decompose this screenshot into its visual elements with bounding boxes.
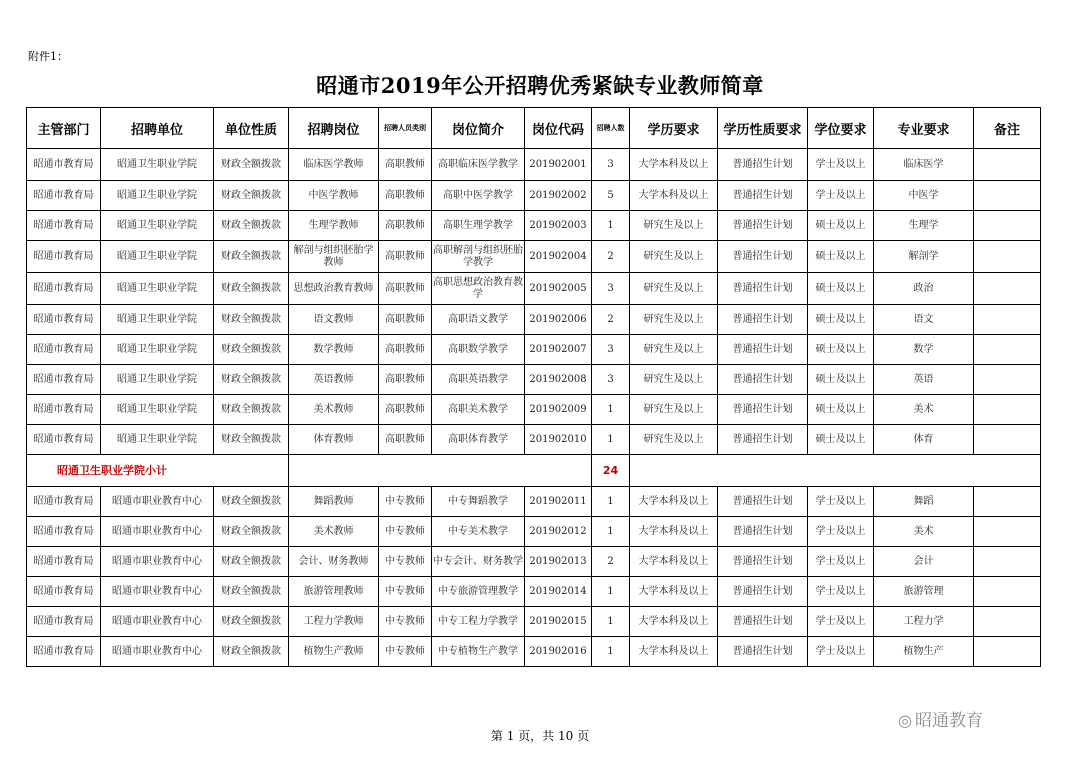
attachment-label: 附件1：	[28, 50, 68, 63]
table-row	[27, 517, 1041, 547]
table-cell: 大学本科及以上	[630, 517, 718, 547]
table-cell: 中专教师	[379, 547, 432, 577]
table-cell: 美术教师	[289, 395, 379, 425]
table-cell: 研究生及以上	[630, 211, 718, 241]
table-cell: 中专美术教学	[432, 517, 525, 547]
table-body	[27, 149, 1041, 667]
table-cell: 昭通市教育局	[27, 395, 101, 425]
table-cell: 昭通卫生职业学院	[101, 181, 214, 211]
table-cell: 会计、财务教师	[289, 547, 379, 577]
page-footer: 第 1 页，共 10 页	[490, 729, 590, 743]
table-cell: 昭通卫生职业学院	[101, 273, 214, 305]
table-cell: 昭通市职业教育中心	[101, 487, 214, 517]
table-cell: 体育	[874, 425, 974, 455]
table-cell: 201902016	[525, 637, 592, 667]
table-cell: 工程力学教师	[289, 607, 379, 637]
table-cell: 植物生产教师	[289, 637, 379, 667]
table-cell: 201902013	[525, 547, 592, 577]
subtotal-value: 24	[592, 455, 630, 487]
table-cell: 昭通市教育局	[27, 577, 101, 607]
table-cell: 普通招生计划	[718, 607, 808, 637]
table-cell: 大学本科及以上	[630, 149, 718, 181]
table-cell: 昭通卫生职业学院	[101, 305, 214, 335]
table-cell: 解剖与组织胚胎学教师	[289, 241, 379, 273]
table-cell: 财政全额拨款	[214, 395, 289, 425]
table-cell: 5	[592, 181, 630, 211]
col-header: 招聘人员类别	[379, 108, 432, 149]
table-cell: 201902001	[525, 149, 592, 181]
table-cell: 中专教师	[379, 607, 432, 637]
table-cell: 昭通市职业教育中心	[101, 637, 214, 667]
table-cell: 昭通市教育局	[27, 607, 101, 637]
table-cell: 旅游管理教师	[289, 577, 379, 607]
table-cell: 1	[592, 487, 630, 517]
table-cell: 昭通卫生职业学院	[101, 211, 214, 241]
table-cell: 高职中医学教学	[432, 181, 525, 211]
table-cell: 舞蹈教师	[289, 487, 379, 517]
table-cell: 1	[592, 517, 630, 547]
col-header: 学位要求	[808, 108, 874, 149]
table-cell: 201902007	[525, 335, 592, 365]
table-cell: 3	[592, 365, 630, 395]
table-cell: 高职数学教学	[432, 335, 525, 365]
table-cell: 研究生及以上	[630, 273, 718, 305]
table-cell: 201902014	[525, 577, 592, 607]
table-cell	[974, 517, 1041, 547]
table-cell: 学士及以上	[808, 181, 874, 211]
table-cell: 高职美术教学	[432, 395, 525, 425]
table-cell: 昭通市教育局	[27, 211, 101, 241]
table-cell: 普通招生计划	[718, 365, 808, 395]
table-cell: 大学本科及以上	[630, 607, 718, 637]
table-cell: 大学本科及以上	[630, 577, 718, 607]
col-header: 专业要求	[874, 108, 974, 149]
table-cell	[974, 335, 1041, 365]
table-cell: 会计	[874, 547, 974, 577]
table-cell: 昭通市教育局	[27, 425, 101, 455]
table-cell: 1	[592, 425, 630, 455]
watermark-text: 昭通教育	[914, 711, 983, 731]
table-cell: 普通招生计划	[718, 181, 808, 211]
table-cell: 高职解剖与组织胚胎学教学	[432, 241, 525, 273]
table-cell: 普通招生计划	[718, 577, 808, 607]
table-cell: 普通招生计划	[718, 149, 808, 181]
table-cell	[974, 395, 1041, 425]
table-cell: 学士及以上	[808, 149, 874, 181]
table-cell: 财政全额拨款	[214, 607, 289, 637]
table-row	[27, 365, 1041, 395]
table-cell: 昭通市教育局	[27, 365, 101, 395]
table-cell: 学士及以上	[808, 547, 874, 577]
table-cell: 财政全额拨款	[214, 305, 289, 335]
table-cell: 数学	[874, 335, 974, 365]
table-cell: 学士及以上	[808, 607, 874, 637]
table-cell: 昭通卫生职业学院	[101, 335, 214, 365]
table-cell: 201902006	[525, 305, 592, 335]
table-cell: 高职语文教学	[432, 305, 525, 335]
table-cell: 语文教师	[289, 305, 379, 335]
table-cell	[974, 547, 1041, 577]
col-header: 招聘人数	[592, 108, 630, 149]
table-cell: 1	[592, 395, 630, 425]
table-cell: 中专教师	[379, 637, 432, 667]
table-cell: 数学教师	[289, 335, 379, 365]
table-cell: 财政全额拨款	[214, 487, 289, 517]
table-cell: 昭通市教育局	[27, 637, 101, 667]
table-cell: 普通招生计划	[718, 395, 808, 425]
table-cell: 财政全额拨款	[214, 547, 289, 577]
table-cell	[974, 181, 1041, 211]
table-cell: 学士及以上	[808, 487, 874, 517]
table-cell	[974, 607, 1041, 637]
table-cell: 中医学教师	[289, 181, 379, 211]
table-cell: 普通招生计划	[718, 211, 808, 241]
col-header: 学历性质要求	[718, 108, 808, 149]
col-header: 招聘单位	[101, 108, 214, 149]
table-cell: 财政全额拨款	[214, 577, 289, 607]
table-cell: 201902004	[525, 241, 592, 273]
table-cell: 硕士及以上	[808, 335, 874, 365]
table-cell: 政治	[874, 273, 974, 305]
table-cell	[974, 365, 1041, 395]
table-cell: 美术教师	[289, 517, 379, 547]
table-cell: 大学本科及以上	[630, 181, 718, 211]
table-cell: 中专旅游管理教学	[432, 577, 525, 607]
col-header: 主管部门	[27, 108, 101, 149]
table-cell: 英语	[874, 365, 974, 395]
table-cell: 高职教师	[379, 365, 432, 395]
table-cell: 大学本科及以上	[630, 487, 718, 517]
col-header: 学历要求	[630, 108, 718, 149]
table-cell: 昭通卫生职业学院	[101, 149, 214, 181]
table-cell: 高职教师	[379, 149, 432, 181]
table-cell	[974, 273, 1041, 305]
table-cell: 昭通市教育局	[27, 305, 101, 335]
table-cell: 中专教师	[379, 517, 432, 547]
table-cell: 201902009	[525, 395, 592, 425]
table-cell: 普通招生计划	[718, 335, 808, 365]
table-cell: 工程力学	[874, 607, 974, 637]
table-cell: 植物生产	[874, 637, 974, 667]
table-cell: 中专教师	[379, 577, 432, 607]
table-cell: 语文	[874, 305, 974, 335]
table-cell: 硕士及以上	[808, 273, 874, 305]
table-cell: 高职教师	[379, 181, 432, 211]
recruitment-table-container	[26, 107, 1041, 667]
table-cell: 高职教师	[379, 425, 432, 455]
table-cell: 硕士及以上	[808, 395, 874, 425]
col-header: 备注	[974, 108, 1041, 149]
table-cell: 财政全额拨款	[214, 517, 289, 547]
table-cell: 硕士及以上	[808, 241, 874, 273]
table-cell: 普通招生计划	[718, 487, 808, 517]
table-cell: 高职临床医学教学	[432, 149, 525, 181]
table-cell: 高职思想政治教育教学	[432, 273, 525, 305]
page-title: 昭通市2019年公开招聘优秀紧缺专业教师简章	[316, 73, 764, 98]
subtotal-gap	[630, 455, 1041, 487]
table-cell	[974, 211, 1041, 241]
table-cell: 2	[592, 305, 630, 335]
table-cell: 2	[592, 547, 630, 577]
table-cell: 1	[592, 577, 630, 607]
table-row	[27, 487, 1041, 517]
table-row	[27, 607, 1041, 637]
table-cell: 财政全额拨款	[214, 425, 289, 455]
table-cell: 昭通市教育局	[27, 487, 101, 517]
table-row	[27, 395, 1041, 425]
table-cell: 昭通市教育局	[27, 273, 101, 305]
table-cell	[974, 577, 1041, 607]
table-cell: 普通招生计划	[718, 305, 808, 335]
table-cell: 昭通市教育局	[27, 181, 101, 211]
table-cell: 财政全额拨款	[214, 637, 289, 667]
table-cell: 中专教师	[379, 487, 432, 517]
table-cell: 财政全额拨款	[214, 365, 289, 395]
table-cell: 昭通卫生职业学院	[101, 365, 214, 395]
table-cell: 高职教师	[379, 241, 432, 273]
table-cell: 临床医学教师	[289, 149, 379, 181]
table-cell: 研究生及以上	[630, 335, 718, 365]
subtotal-row	[27, 455, 1041, 487]
table-cell: 研究生及以上	[630, 425, 718, 455]
table-cell: 思想政治教育教师	[289, 273, 379, 305]
table-cell: 高职教师	[379, 335, 432, 365]
table-cell: 旅游管理	[874, 577, 974, 607]
table-cell: 财政全额拨款	[214, 211, 289, 241]
table-cell: 中专工程力学教学	[432, 607, 525, 637]
wechat-icon: ◎	[898, 711, 912, 730]
table-cell: 昭通市职业教育中心	[101, 577, 214, 607]
table-row	[27, 211, 1041, 241]
table-cell: 中医学	[874, 181, 974, 211]
table-row	[27, 335, 1041, 365]
table-cell: 1	[592, 211, 630, 241]
table-cell: 昭通市教育局	[27, 547, 101, 577]
table-cell: 临床医学	[874, 149, 974, 181]
table-row	[27, 547, 1041, 577]
table-cell: 高职英语教学	[432, 365, 525, 395]
table-cell	[974, 487, 1041, 517]
table-cell: 学士及以上	[808, 637, 874, 667]
table-cell: 学士及以上	[808, 517, 874, 547]
subtotal-label: 昭通卫生职业学院小计	[27, 455, 289, 487]
watermark	[898, 706, 983, 731]
table-row	[27, 241, 1041, 273]
table-cell: 2	[592, 241, 630, 273]
table-cell: 201902012	[525, 517, 592, 547]
table-cell: 普通招生计划	[718, 273, 808, 305]
table-cell: 昭通卫生职业学院	[101, 241, 214, 273]
table-cell: 财政全额拨款	[214, 335, 289, 365]
table-row	[27, 149, 1041, 181]
table-cell: 硕士及以上	[808, 365, 874, 395]
table-cell: 高职生理学教学	[432, 211, 525, 241]
table-cell: 201902002	[525, 181, 592, 211]
table-cell: 财政全额拨款	[214, 241, 289, 273]
table-cell	[974, 241, 1041, 273]
col-header: 岗位代码	[525, 108, 592, 149]
table-cell: 普通招生计划	[718, 547, 808, 577]
recruitment-table	[26, 107, 1041, 667]
table-cell	[974, 305, 1041, 335]
table-cell: 201902011	[525, 487, 592, 517]
table-header-row	[27, 108, 1041, 149]
table-cell	[974, 637, 1041, 667]
table-cell: 研究生及以上	[630, 241, 718, 273]
table-cell: 201902008	[525, 365, 592, 395]
subtotal-gap	[289, 455, 592, 487]
table-cell: 普通招生计划	[718, 637, 808, 667]
table-cell: 财政全额拨款	[214, 181, 289, 211]
table-cell: 学士及以上	[808, 577, 874, 607]
table-cell: 普通招生计划	[718, 241, 808, 273]
table-row	[27, 181, 1041, 211]
table-cell: 研究生及以上	[630, 365, 718, 395]
table-cell: 高职教师	[379, 305, 432, 335]
table-cell: 硕士及以上	[808, 425, 874, 455]
table-row	[27, 305, 1041, 335]
table-row	[27, 273, 1041, 305]
table-cell: 财政全额拨款	[214, 149, 289, 181]
table-cell: 财政全额拨款	[214, 273, 289, 305]
col-header: 招聘岗位	[289, 108, 379, 149]
table-cell: 昭通市职业教育中心	[101, 547, 214, 577]
table-cell: 昭通卫生职业学院	[101, 425, 214, 455]
table-cell: 201902005	[525, 273, 592, 305]
table-cell: 美术	[874, 517, 974, 547]
table-cell: 大学本科及以上	[630, 637, 718, 667]
table-cell: 大学本科及以上	[630, 547, 718, 577]
table-cell: 中专植物生产教学	[432, 637, 525, 667]
table-cell: 高职体育教学	[432, 425, 525, 455]
table-cell: 昭通市教育局	[27, 517, 101, 547]
table-row	[27, 577, 1041, 607]
table-cell: 3	[592, 273, 630, 305]
table-cell: 硕士及以上	[808, 211, 874, 241]
table-cell: 英语教师	[289, 365, 379, 395]
table-cell	[974, 425, 1041, 455]
col-header: 岗位简介	[432, 108, 525, 149]
table-cell: 生理学	[874, 211, 974, 241]
table-cell: 201902015	[525, 607, 592, 637]
table-cell: 高职教师	[379, 395, 432, 425]
table-cell: 美术	[874, 395, 974, 425]
table-cell: 3	[592, 335, 630, 365]
table-row	[27, 637, 1041, 667]
table-row	[27, 425, 1041, 455]
table-cell: 昭通市职业教育中心	[101, 517, 214, 547]
table-cell: 硕士及以上	[808, 305, 874, 335]
table-cell: 3	[592, 149, 630, 181]
table-cell: 201902003	[525, 211, 592, 241]
table-cell: 高职教师	[379, 211, 432, 241]
table-cell: 普通招生计划	[718, 517, 808, 547]
table-cell: 1	[592, 637, 630, 667]
table-cell: 普通招生计划	[718, 425, 808, 455]
col-header: 单位性质	[214, 108, 289, 149]
table-cell: 生理学教师	[289, 211, 379, 241]
table-cell: 中专舞蹈教学	[432, 487, 525, 517]
table-cell: 高职教师	[379, 273, 432, 305]
table-cell: 1	[592, 607, 630, 637]
table-cell: 中专会计、财务教学	[432, 547, 525, 577]
table-cell: 201902010	[525, 425, 592, 455]
table-cell: 研究生及以上	[630, 305, 718, 335]
table-cell: 昭通市教育局	[27, 335, 101, 365]
table-cell: 舞蹈	[874, 487, 974, 517]
table-cell	[974, 149, 1041, 181]
table-cell: 昭通卫生职业学院	[101, 395, 214, 425]
table-cell: 昭通市教育局	[27, 149, 101, 181]
table-cell: 体育教师	[289, 425, 379, 455]
table-cell: 研究生及以上	[630, 395, 718, 425]
table-cell: 解剖学	[874, 241, 974, 273]
table-cell: 昭通市教育局	[27, 241, 101, 273]
table-cell: 昭通市职业教育中心	[101, 607, 214, 637]
